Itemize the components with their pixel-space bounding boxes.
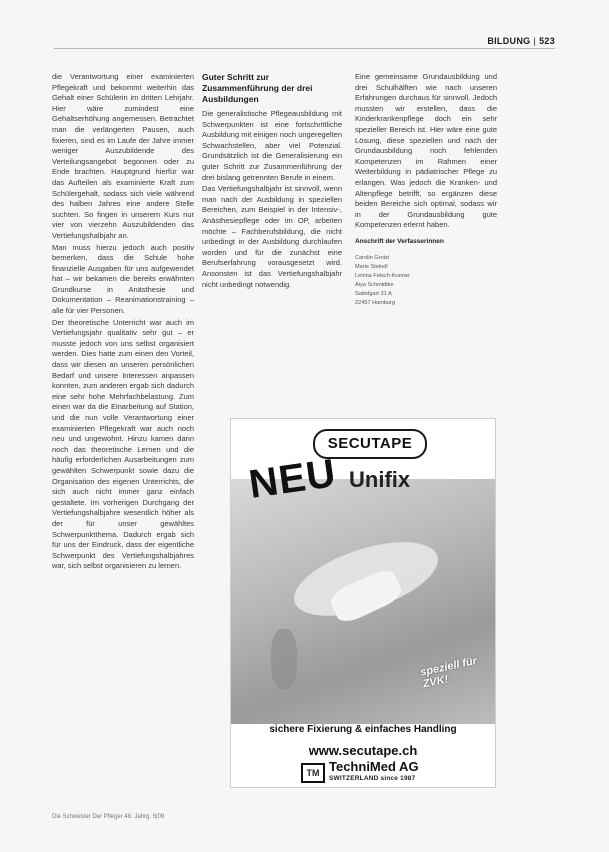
page-number: 523 xyxy=(539,36,555,46)
new-label: NEU xyxy=(246,451,340,507)
ad-slogan: speziell für ZVK! xyxy=(419,655,479,691)
address-line: 22457 Hamburg xyxy=(355,299,396,306)
photo-clamp xyxy=(271,629,297,689)
brand-logo: SECUTAPE xyxy=(313,429,427,459)
advertisement xyxy=(230,418,496,788)
page-footer: Die Schwester Der Pfleger 48. Jahrg. 5|09 xyxy=(52,814,165,820)
text-column-2 xyxy=(202,72,342,291)
paragraph: Das Vertiefungshalbjahr ist sinnvoll, wenn man nach der Ausbildung in speziellen Bereichen, zum Beispiel in der Intensiv-, Anästhesiepflege oder im OP, arbeiten möchte – Fachberufsbildung, die nicht unbedingt in der Ausbildung durchlaufen worden und für die zunächst eine Berufserfahrung vorausgesetzt wird. Ansonsten ist das Vertiefungshalbjahr nicht unbedingt notwendig. xyxy=(202,184,342,289)
paragraph: Eine gemeinsame Grundausbildung und drei Schulhälften wie nach unseren Erfahrungen durchaus für sinnvoll. Jedoch mussten wir erstellen, dass die Kinderkrankenpflege doch ein sehr spezieller Bereich ist. Hier wäre eine gute Lösung, diese speziellen und nach der Grundausbildung noch fehlenden Kompetenzen im Rahmen einer Weiterbildung in pädiatrischer Pflege zu erlangen. Was jedoch die Kranken- und Altenpflege betrifft, so ergänzen diese beiden Bereiche sich optimal, sodass wir in der Grundausbildung gute Kompetenzen erlernt haben. xyxy=(355,72,497,230)
address-line: Sattelgart 31 A xyxy=(355,290,392,297)
address-line: Marie Steindl xyxy=(355,263,388,270)
authors-address xyxy=(355,254,497,308)
authors-heading: Anschrift der Verfasserinnen xyxy=(355,237,444,245)
text-column-3 xyxy=(355,72,497,308)
section-title: BILDUNG xyxy=(487,36,531,46)
paragraph: Der theoretische Unterricht war auch im Vertiefungsjahr qualitativ sehr gut – er musste jedoch von uns selbst organisiert werden. Dies hatte zum einen den Vorteil, dass wir diesen an unseren persönlichen Bedarf und unsere Interessen anpassen konnten, zum anderen ergab sich dadurch eine sehr hohe Mehrfachbelastung. Zum einen war da die Einarbeitung auf Station, und die nun volle Verantwortung einer examinierten Pflegekraft war auch noch neu und ungewohnt. Hinzu kamen dann noch das theoretische Lernen und die häufig erforderlichen Ausarbeitungen zum gewählten Schwerpunkt sowie dazu die Organisation des eigenen Unterrichts, die sich auch nicht immer ganz einfach gestaltete. Im vorherigen Durchgang der Vertiefungshalbjahre wesentlich höher als der für unser gewähltes Schwerpunktthema. Dadurch ergab sich für uns der Eindruck, dass der eigentliche Schwerpunkt des Vertiefungshalbjahres war, sich selbst organisieren zu lernen. xyxy=(52,317,194,571)
paragraph: Man muss hierzu jedoch auch positiv bemerken, dass die Schule hohe finanzielle Ausgaben für uns aufgewendet hat – wir bekamen die bereits erwähnten Grundkurse in Anästhesie und Dokumentation – Reanimationstraining – alle für vier Personen. xyxy=(52,242,194,316)
ad-tagline: sichere Fixierung & einfaches Handling xyxy=(269,724,457,735)
company-logo-icon: TM xyxy=(301,763,325,783)
address-line: Lenina Felsch-Kramer xyxy=(355,272,411,279)
company-subtitle: SWITZERLAND since 1987 xyxy=(329,775,416,782)
company-name: TechniMed AG xyxy=(329,759,419,774)
text-column-1 xyxy=(52,72,194,573)
ad-url: www.secutape.ch xyxy=(308,743,418,758)
address-line: Aiya Schmidtke xyxy=(355,281,394,288)
paragraph: die Verantwortung einer examinierten Pflegekraft und bekommt weiterhin das Gehalt einer Schülerin im dritten Lehrjahr. Hier wäre zumindest eine Gehaltserhöhung angemessen. Betrachtet man die verlängerten Pausen, auch fixieren, sind es im Laufe der Jahre immer weniger Auszubildende des Verteilungsangebot begonnen oder zu Ende brachten. Hauptgrund hierfür war das Aufteilen als examinierte Kraft zum Schülergehalt, sodass sich viele während des halben Jahres eine andere Stelle suchten. So fingen in unserem Kurs nur vier von vierzehn Auszubildenden das Vertiefungshalbjahr an. xyxy=(52,72,194,240)
header-rule xyxy=(54,48,555,49)
product-name: Unifix xyxy=(349,467,411,492)
paragraph: Die generalistische Pflegeausbildung mit Schwerpunkten ist eine fortschrittliche Ausbildung mit einigen noch ungeregelten Schwachstellen, aber viel Potenzial. Grundsätzlich ist die Generalisierung ein guter Schritt zur Zusammenführung der drei bislang getrennten Berufe in einem. xyxy=(202,109,342,182)
running-header xyxy=(487,36,555,46)
header-separator: | xyxy=(533,36,537,46)
section-heading: Guter Schritt zur Zusammenführung der drei Ausbildungen xyxy=(202,72,313,104)
product-photo xyxy=(231,479,495,724)
address-line: Carolin Grotzi xyxy=(355,254,390,261)
